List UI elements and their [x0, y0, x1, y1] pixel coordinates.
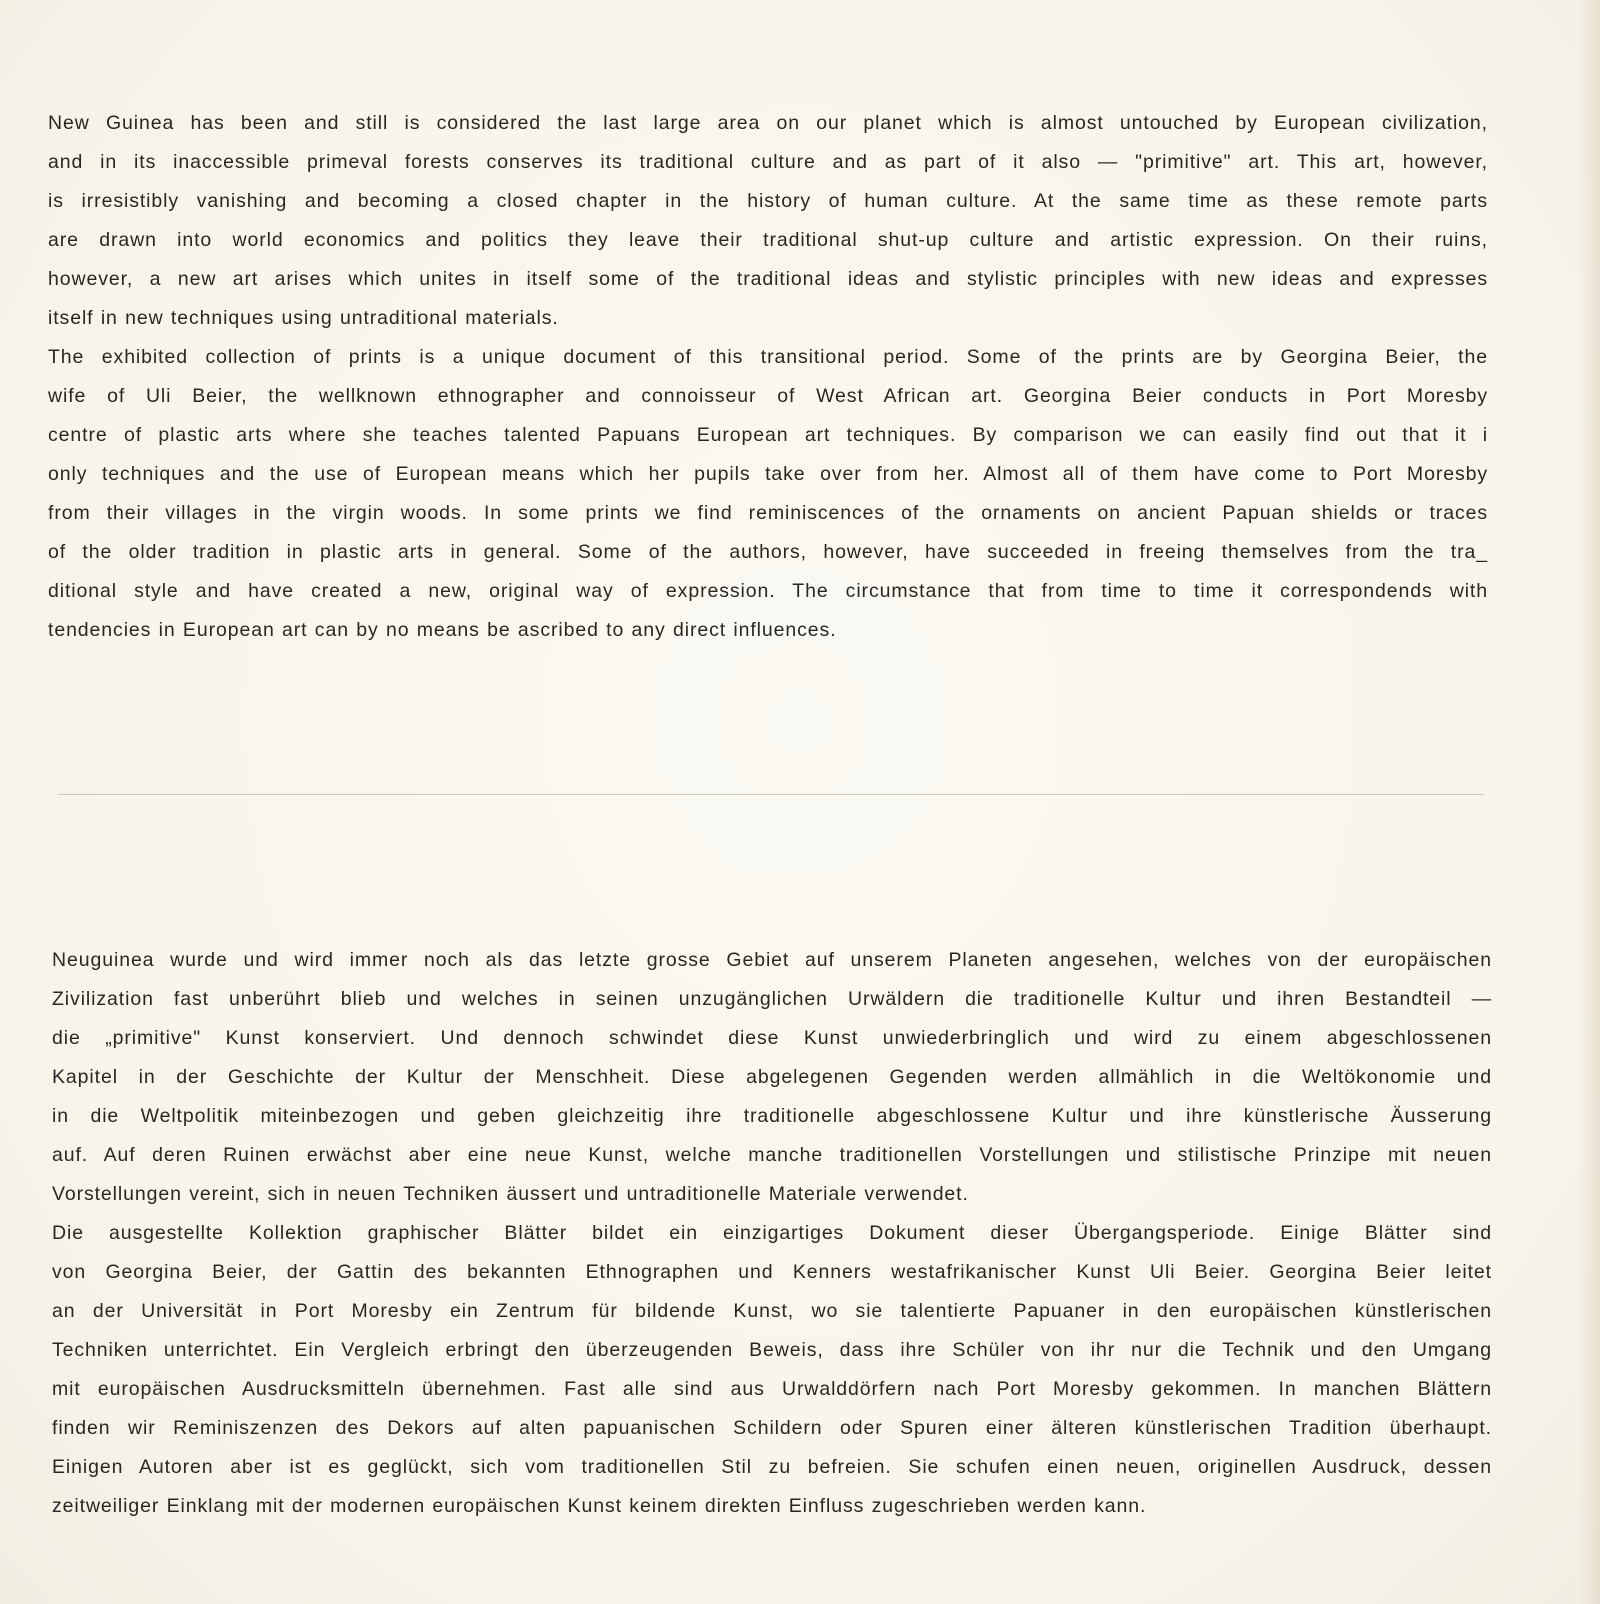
text-line: itself in new techniques using untraditional materials. [48, 307, 559, 329]
text-line: is irresistibly vanishing and becoming a closed chapter in the history of human culture. At the same time as these remote parts [48, 190, 1488, 212]
text-line: von Georgina Beier, der Gattin des bekannten Ethnographen und Kenners westafrikanischer Kunst Uli Beier. Georgina Beier leitet [52, 1261, 1492, 1283]
text-line: centre of plastic arts where she teaches talented Papuans European art techniques. By comparison we can easily find out that it i [48, 424, 1488, 446]
english-text-block [48, 104, 1488, 650]
text-line: Einigen Autoren aber ist es geglückt, sich vom traditionellen Stil zu befreien. Sie schufen einen neuen, originellen Ausdruck, dessen [52, 1456, 1492, 1478]
text-line: die „primitive" Kunst konserviert. Und dennoch schwindet diese Kunst unwiederbringlich und wird zu einem abgeschlossenen [52, 1027, 1492, 1049]
section-divider [58, 794, 1484, 795]
text-line: Neuguinea wurde und wird immer noch als das letzte grosse Gebiet auf unserem Planeten angesehen, welches von der europäischen [52, 949, 1492, 971]
text-line: Techniken unterrichtet. Ein Vergleich erbringt den überzeugenden Beweis, dass ihre Schüler von ihr nur die Technik und den Umgang [52, 1339, 1492, 1361]
text-line: ditional style and have created a new, original way of expression. The circumstance that from time to time it correspondends with [48, 580, 1488, 602]
text-line: Vorstellungen vereint, sich in neuen Techniken äussert und untraditionelle Materiale verwendet. [52, 1183, 969, 1205]
text-line: only techniques and the use of European means which her pupils take over from her. Almost all of them have come to Port Moresby [48, 463, 1488, 485]
page-edge-shadow [1578, 0, 1600, 1604]
text-line: Zivilization fast unberührt blieb und welches in seinen unzugänglichen Urwäldern die traditionelle Kultur und ihren Bestandteil — [52, 988, 1492, 1010]
text-line: tendencies in European art can by no means be ascribed to any direct influences. [48, 619, 837, 641]
text-line: Kapitel in der Geschichte der Kultur der Menschheit. Diese abgelegenen Gegenden werden allmählich in die Weltökonomie und [52, 1066, 1492, 1088]
text-line: and in its inaccessible primeval forests conserves its traditional culture and as part of it also — "primitive" art. This art, however, [48, 151, 1488, 173]
text-line: finden wir Reminiszenzen des Dekors auf alten papuanischen Schildern oder Spuren einer älteren künstlerischen Tradition überhaupt. [52, 1417, 1492, 1439]
text-line: however, a new art arises which unites in itself some of the traditional ideas and stylistic principles with new ideas and expresses [48, 268, 1488, 290]
text-line: wife of Uli Beier, the wellknown ethnographer and connoisseur of West African art. Georgina Beier conducts in Port Moresby [48, 385, 1488, 407]
text-line: zeitweiliger Einklang mit der modernen europäischen Kunst keinem direkten Einfluss zugeschrieben werden kann. [52, 1495, 1147, 1517]
text-line: auf. Auf deren Ruinen erwächst aber eine neue Kunst, welche manche traditionellen Vorstellungen und stilistische Prinzipe mit neuen [52, 1144, 1492, 1166]
text-line: Die ausgestellte Kollektion graphischer Blätter bildet ein einzigartiges Dokument dieser Übergangsperiode. Einige Blätter sind [52, 1222, 1492, 1244]
text-line: are drawn into world economics and politics they leave their traditional shut-up culture and artistic expression. On their ruins, [48, 229, 1488, 251]
german-text-block [52, 941, 1492, 1526]
text-line: an der Universität in Port Moresby ein Zentrum für bildende Kunst, wo sie talentierte Papuaner in den europäischen künstlerischen [52, 1300, 1492, 1322]
text-line: in die Weltpolitik miteinbezogen und geben gleichzeitig ihre traditionelle abgeschlossene Kultur und ihre künstlerische Äusserung [52, 1105, 1492, 1127]
text-line: The exhibited collection of prints is a unique document of this transitional period. Some of the prints are by Georgina Beier, the [48, 346, 1488, 368]
text-line: New Guinea has been and still is considered the last large area on our planet which is almost untouched by European civilization, [48, 112, 1488, 134]
text-line: mit europäischen Ausdrucksmitteln übernehmen. Fast alle sind aus Urwalddörfern nach Port Moresby gekommen. In manchen Blättern [52, 1378, 1492, 1400]
text-line: of the older tradition in plastic arts in general. Some of the authors, however, have succeeded in freeing themselves from the tra_ [48, 541, 1488, 563]
text-line: from their villages in the virgin woods. In some prints we find reminiscences of the ornaments on ancient Papuan shields or traces [48, 502, 1488, 524]
